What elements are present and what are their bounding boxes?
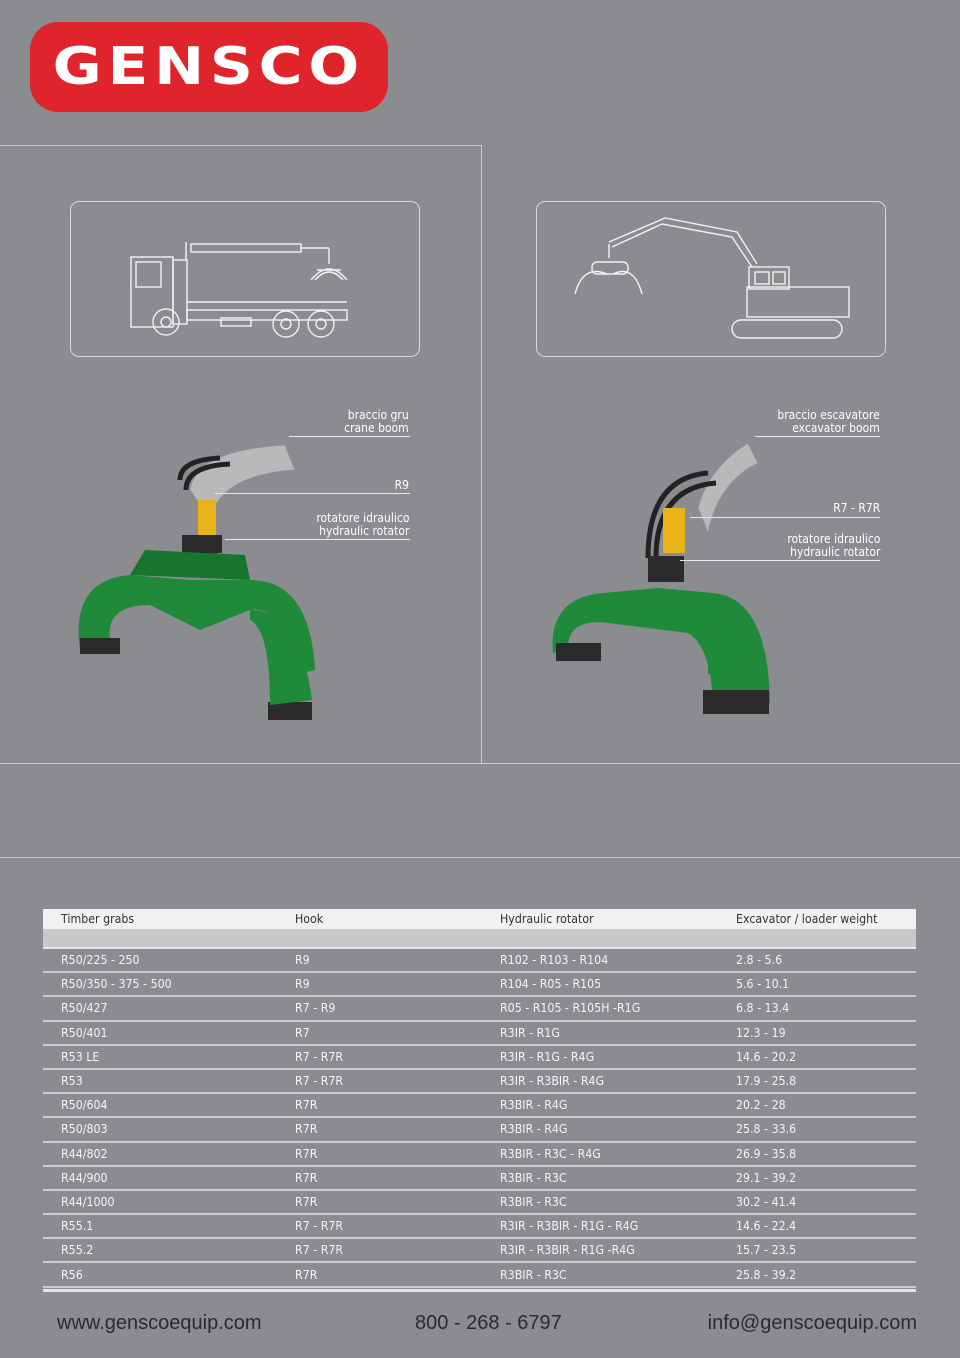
- table-row: [43, 1046, 916, 1070]
- cell-timber-grab: R55.1: [61, 1219, 94, 1234]
- cell-hook: R7R: [295, 1146, 318, 1161]
- cell-weight: 30.2 - 41.4: [736, 1194, 797, 1209]
- cell-hook: R7 - R7R: [295, 1074, 344, 1089]
- left-callout-line-1: [289, 436, 410, 437]
- table-row: [43, 1094, 916, 1118]
- header-hydraulic-rotator: Hydraulic rotator: [500, 912, 594, 926]
- right-callout-line-2: [690, 517, 880, 518]
- cell-hydraulic-rotator: R3IR - R1G: [500, 1025, 560, 1040]
- footer-phone: 800 - 268 - 6797: [415, 1312, 562, 1334]
- cell-hook: R7 - R7R: [295, 1243, 344, 1258]
- cell-hook: R7 - R7R: [295, 1219, 344, 1234]
- panel-top-divider: [0, 145, 481, 146]
- left-callout-line-2: [215, 493, 410, 494]
- callout-text-it: braccio escavatore: [777, 408, 880, 422]
- cell-timber-grab: R50/401: [61, 1025, 108, 1040]
- cell-hook: R7R: [295, 1170, 318, 1185]
- right-callout-rotator: [787, 533, 880, 559]
- cell-hydraulic-rotator: R3IR - R3BIR - R1G -R4G: [500, 1243, 635, 1258]
- table-row: [43, 997, 916, 1021]
- callout-text-it: rotatore idraulico: [786, 532, 880, 546]
- table-row: [43, 1263, 916, 1287]
- cell-weight: 12.3 - 19: [736, 1025, 786, 1040]
- callout-text-en: hydraulic rotator: [789, 545, 880, 559]
- logo-text: GENSCO: [52, 37, 366, 97]
- callout-text-it: braccio gru: [348, 408, 409, 422]
- header-timber-grabs: Timber grabs: [61, 912, 135, 926]
- table-row: [43, 1167, 916, 1191]
- callout-text-en: excavator boom: [792, 421, 880, 435]
- right-callout-excavator-boom: [778, 409, 880, 435]
- table-row: [43, 1215, 916, 1239]
- callout-text-it: rotatore idraulico: [315, 511, 409, 525]
- panel-center-divider: [481, 145, 482, 764]
- cell-timber-grab: R53: [61, 1074, 83, 1089]
- table-row: [43, 949, 916, 973]
- cell-timber-grab: R44/802: [61, 1146, 108, 1161]
- cell-hydraulic-rotator: R104 - R05 - R105: [500, 977, 602, 992]
- cell-hook: R9: [295, 977, 310, 992]
- excavator-grab-illustration: [548, 438, 808, 738]
- table-row: [43, 1022, 916, 1046]
- cell-hook: R7 - R7R: [295, 1049, 344, 1064]
- table-row: [43, 1143, 916, 1167]
- cell-timber-grab: R56: [61, 1267, 83, 1282]
- left-callout-hook: [395, 479, 409, 492]
- cell-weight: 25.8 - 33.6: [736, 1122, 797, 1137]
- cell-hook: R7R: [295, 1267, 318, 1282]
- cell-timber-grab: R50/803: [61, 1122, 108, 1137]
- cell-timber-grab: R50/604: [61, 1098, 108, 1113]
- truck-crane-illustration: [71, 202, 419, 356]
- cell-hydraulic-rotator: R3BIR - R3C: [500, 1194, 567, 1209]
- right-callout-line-1: [755, 436, 880, 437]
- left-callout-rotator: [316, 512, 409, 538]
- left-callout-line-3: [225, 539, 410, 540]
- table-bottom-rule: [43, 1289, 916, 1292]
- table-header: [43, 909, 916, 929]
- cell-timber-grab: R50/427: [61, 1001, 108, 1016]
- cell-weight: 6.8 - 13.4: [736, 1001, 790, 1016]
- callout-text-en: hydraulic rotator: [318, 524, 409, 538]
- cell-timber-grab: R44/900: [61, 1170, 108, 1185]
- right-callout-hook: [833, 502, 880, 515]
- footer-email-link[interactable]: info@genscoequip.com: [707, 1312, 917, 1334]
- cell-hydraulic-rotator: R3BIR - R3C: [500, 1267, 567, 1282]
- excavator-sketch: [536, 201, 886, 357]
- cell-hook: R7R: [295, 1194, 318, 1209]
- rotator-yellow: [198, 500, 216, 535]
- cell-weight: 15.7 - 23.5: [736, 1243, 797, 1258]
- truck-crane-sketch: [70, 201, 420, 357]
- cell-hydraulic-rotator: R05 - R105 - R105H -R1G: [500, 1001, 641, 1016]
- table-row: [43, 1191, 916, 1215]
- table-row: [43, 973, 916, 997]
- cell-hydraulic-rotator: R3IR - R3BIR - R4G: [500, 1074, 605, 1089]
- cell-weight: 17.9 - 25.8: [736, 1074, 797, 1089]
- table-top-divider: [0, 857, 960, 858]
- cell-weight: 2.8 - 5.6: [736, 953, 783, 968]
- left-callout-crane-boom: [344, 409, 409, 435]
- cell-timber-grab: R50/350 - 375 - 500: [61, 977, 172, 992]
- cell-weight: 5.6 - 10.1: [736, 977, 790, 992]
- cell-hook: R7 - R9: [295, 1001, 336, 1016]
- cell-timber-grab: R50/225 - 250: [61, 953, 140, 968]
- cell-hook: R7R: [295, 1122, 318, 1137]
- header-hook: Hook: [295, 912, 324, 926]
- gensco-logo: [30, 22, 388, 112]
- footer-website-link[interactable]: www.genscoequip.com: [57, 1312, 262, 1334]
- timber-grabs-table: [43, 909, 916, 1292]
- cell-hydraulic-rotator: R3BIR - R4G: [500, 1122, 568, 1137]
- cell-weight: 25.8 - 39.2: [736, 1267, 797, 1282]
- table-row: [43, 1239, 916, 1263]
- footer: [57, 1312, 917, 1340]
- header-weight: Excavator / loader weight: [736, 912, 878, 926]
- cell-hydraulic-rotator: R3BIR - R3C - R4G: [500, 1146, 601, 1161]
- cell-weight: 29.1 - 39.2: [736, 1170, 797, 1185]
- cell-weight: 14.6 - 20.2: [736, 1049, 797, 1064]
- cell-timber-grab: R55.2: [61, 1243, 94, 1258]
- callout-hook-label: R9: [394, 478, 409, 492]
- callout-hook-label: R7 - R7R: [832, 501, 880, 515]
- table-row: [43, 1070, 916, 1094]
- cell-hook: R7: [295, 1025, 310, 1040]
- cell-hook: R7R: [295, 1098, 318, 1113]
- panel-bottom-divider: [0, 763, 960, 764]
- cell-hydraulic-rotator: R3IR - R1G - R4G: [500, 1049, 595, 1064]
- cell-hydraulic-rotator: R102 - R103 - R104: [500, 953, 609, 968]
- cell-hydraulic-rotator: R3BIR - R4G: [500, 1098, 568, 1113]
- right-callout-line-3: [680, 560, 880, 561]
- table-body: [43, 949, 916, 1288]
- cell-timber-grab: R53 LE: [61, 1049, 100, 1064]
- cell-hook: R9: [295, 953, 310, 968]
- callout-text-en: crane boom: [344, 421, 409, 435]
- cell-weight: 26.9 - 35.8: [736, 1146, 797, 1161]
- cell-timber-grab: R44/1000: [61, 1194, 115, 1209]
- excavator-illustration: [537, 202, 885, 356]
- table-row: [43, 1118, 916, 1142]
- cell-hydraulic-rotator: R3IR - R3BIR - R1G - R4G: [500, 1219, 639, 1234]
- crane-grab-illustration: [70, 430, 330, 730]
- cell-weight: 14.6 - 22.4: [736, 1219, 797, 1234]
- table-header-band: [43, 929, 916, 949]
- cell-hydraulic-rotator: R3BIR - R3C: [500, 1170, 567, 1185]
- cell-weight: 20.2 - 28: [736, 1098, 786, 1113]
